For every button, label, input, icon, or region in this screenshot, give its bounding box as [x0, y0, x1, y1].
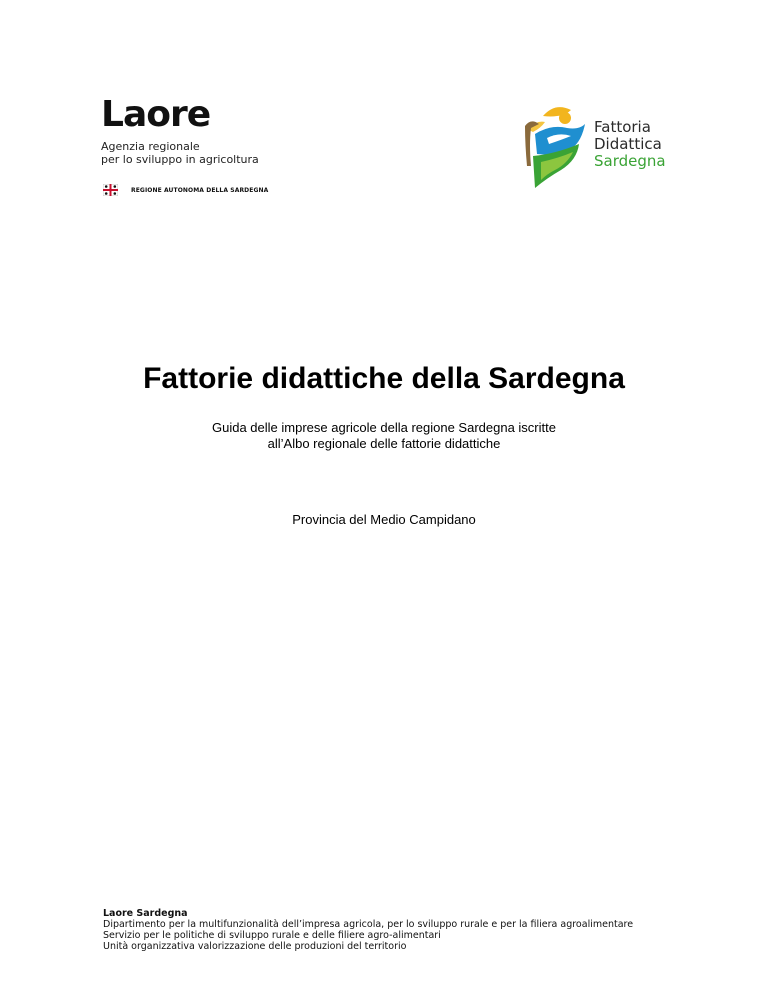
document-subtitle: [0, 420, 768, 452]
didattica-line: Didattica: [594, 135, 662, 153]
fattoria-didattica-logo: [515, 104, 665, 190]
region-emblem: [103, 184, 268, 196]
footer-line1: Dipartimento per la multifunzionalità dell’impresa agricola, per lo sviluppo rurale e per la filiera agroalimentare: [103, 919, 634, 930]
footer-line3: Unità organizzativa valorizzazione delle produzioni del territorio: [103, 941, 407, 952]
laore-tagline-line2: per lo sviluppo in agricoltura: [101, 153, 259, 166]
laore-tagline-line1: Agenzia regionale: [101, 140, 200, 153]
province-label: Provincia del Medio Campidano: [292, 512, 476, 527]
sardegna-line: Sardegna: [594, 152, 666, 170]
footer-organization: Laore Sardegna: [103, 908, 188, 919]
sardinia-flag-icon: [103, 184, 118, 196]
fattoria-didattica-logo-icon: [515, 104, 593, 190]
laore-logo-wordmark: Laore: [101, 94, 211, 135]
subtitle-line2: all’Albo regionale delle fattorie didattiche: [267, 436, 501, 451]
fattoria-line: Fattoria: [594, 118, 651, 136]
region-label: REGIONE AUTONOMA DELLA SARDEGNA: [131, 186, 269, 194]
document-title: Fattorie didattiche della Sardegna: [143, 362, 625, 395]
footer-line2: Servizio per le politiche di sviluppo rurale e delle filiere agro-alimentari: [103, 930, 441, 941]
laore-logo-tagline: [101, 140, 259, 166]
subtitle-line1: Guida delle imprese agricole della regione Sardegna iscritte: [212, 420, 556, 435]
footer: [103, 908, 633, 952]
fattoria-didattica-wordmark: [594, 119, 666, 170]
laore-logo: [101, 96, 259, 166]
